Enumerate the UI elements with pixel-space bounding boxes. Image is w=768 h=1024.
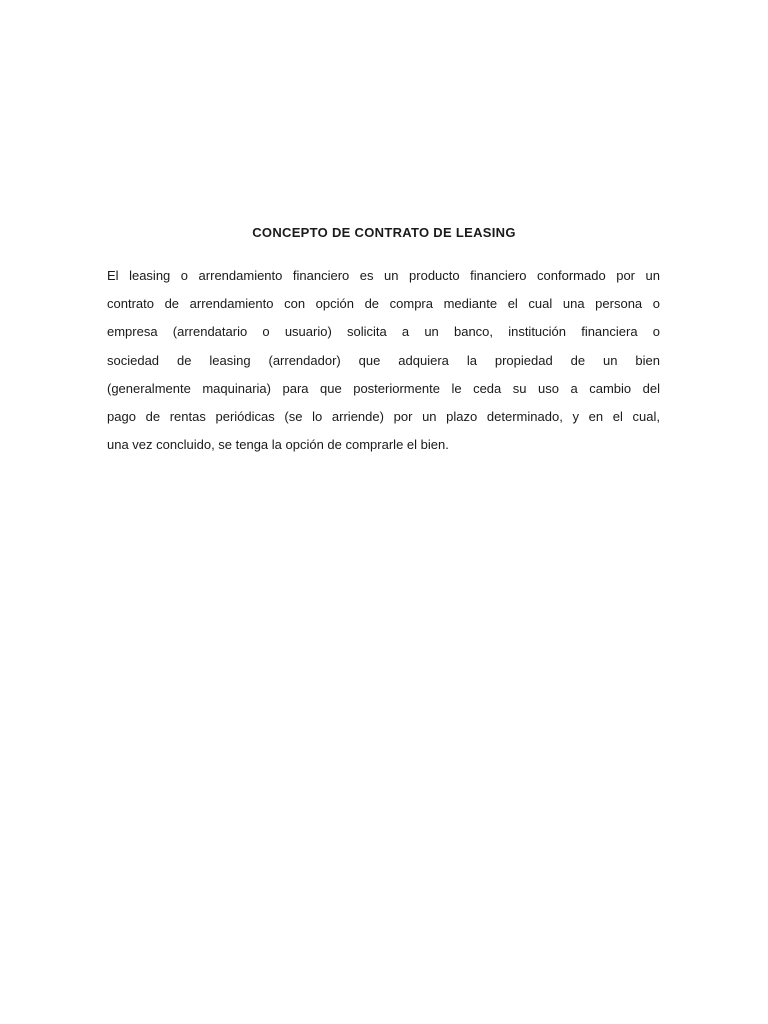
paragraph-line: (generalmente maquinaria) para que posteriormente le ceda su uso a cambio del <box>107 380 660 396</box>
paragraph-line: contrato de arrendamiento con opción de compra mediante el cual una persona o <box>107 296 660 312</box>
paragraph-line: empresa (arrendatario o usuario) solicita a un banco, institución financiera o <box>107 324 660 340</box>
paragraph-line: El leasing o arrendamiento financiero es un producto financiero conformado por un <box>107 268 660 283</box>
paragraph-line: pago de rentas periódicas (se lo arriende) por un plazo determinado, y en el cual, <box>107 409 660 425</box>
paragraph-line: sociedad de leasing (arrendador) que adquiera la propiedad de un bien <box>107 352 660 368</box>
paragraph-line: una vez concluido, se tenga la opción de comprarle el bien. <box>107 437 449 453</box>
document-paragraph <box>107 262 660 459</box>
document-title: CONCEPTO DE CONTRATO DE LEASING <box>252 225 516 240</box>
